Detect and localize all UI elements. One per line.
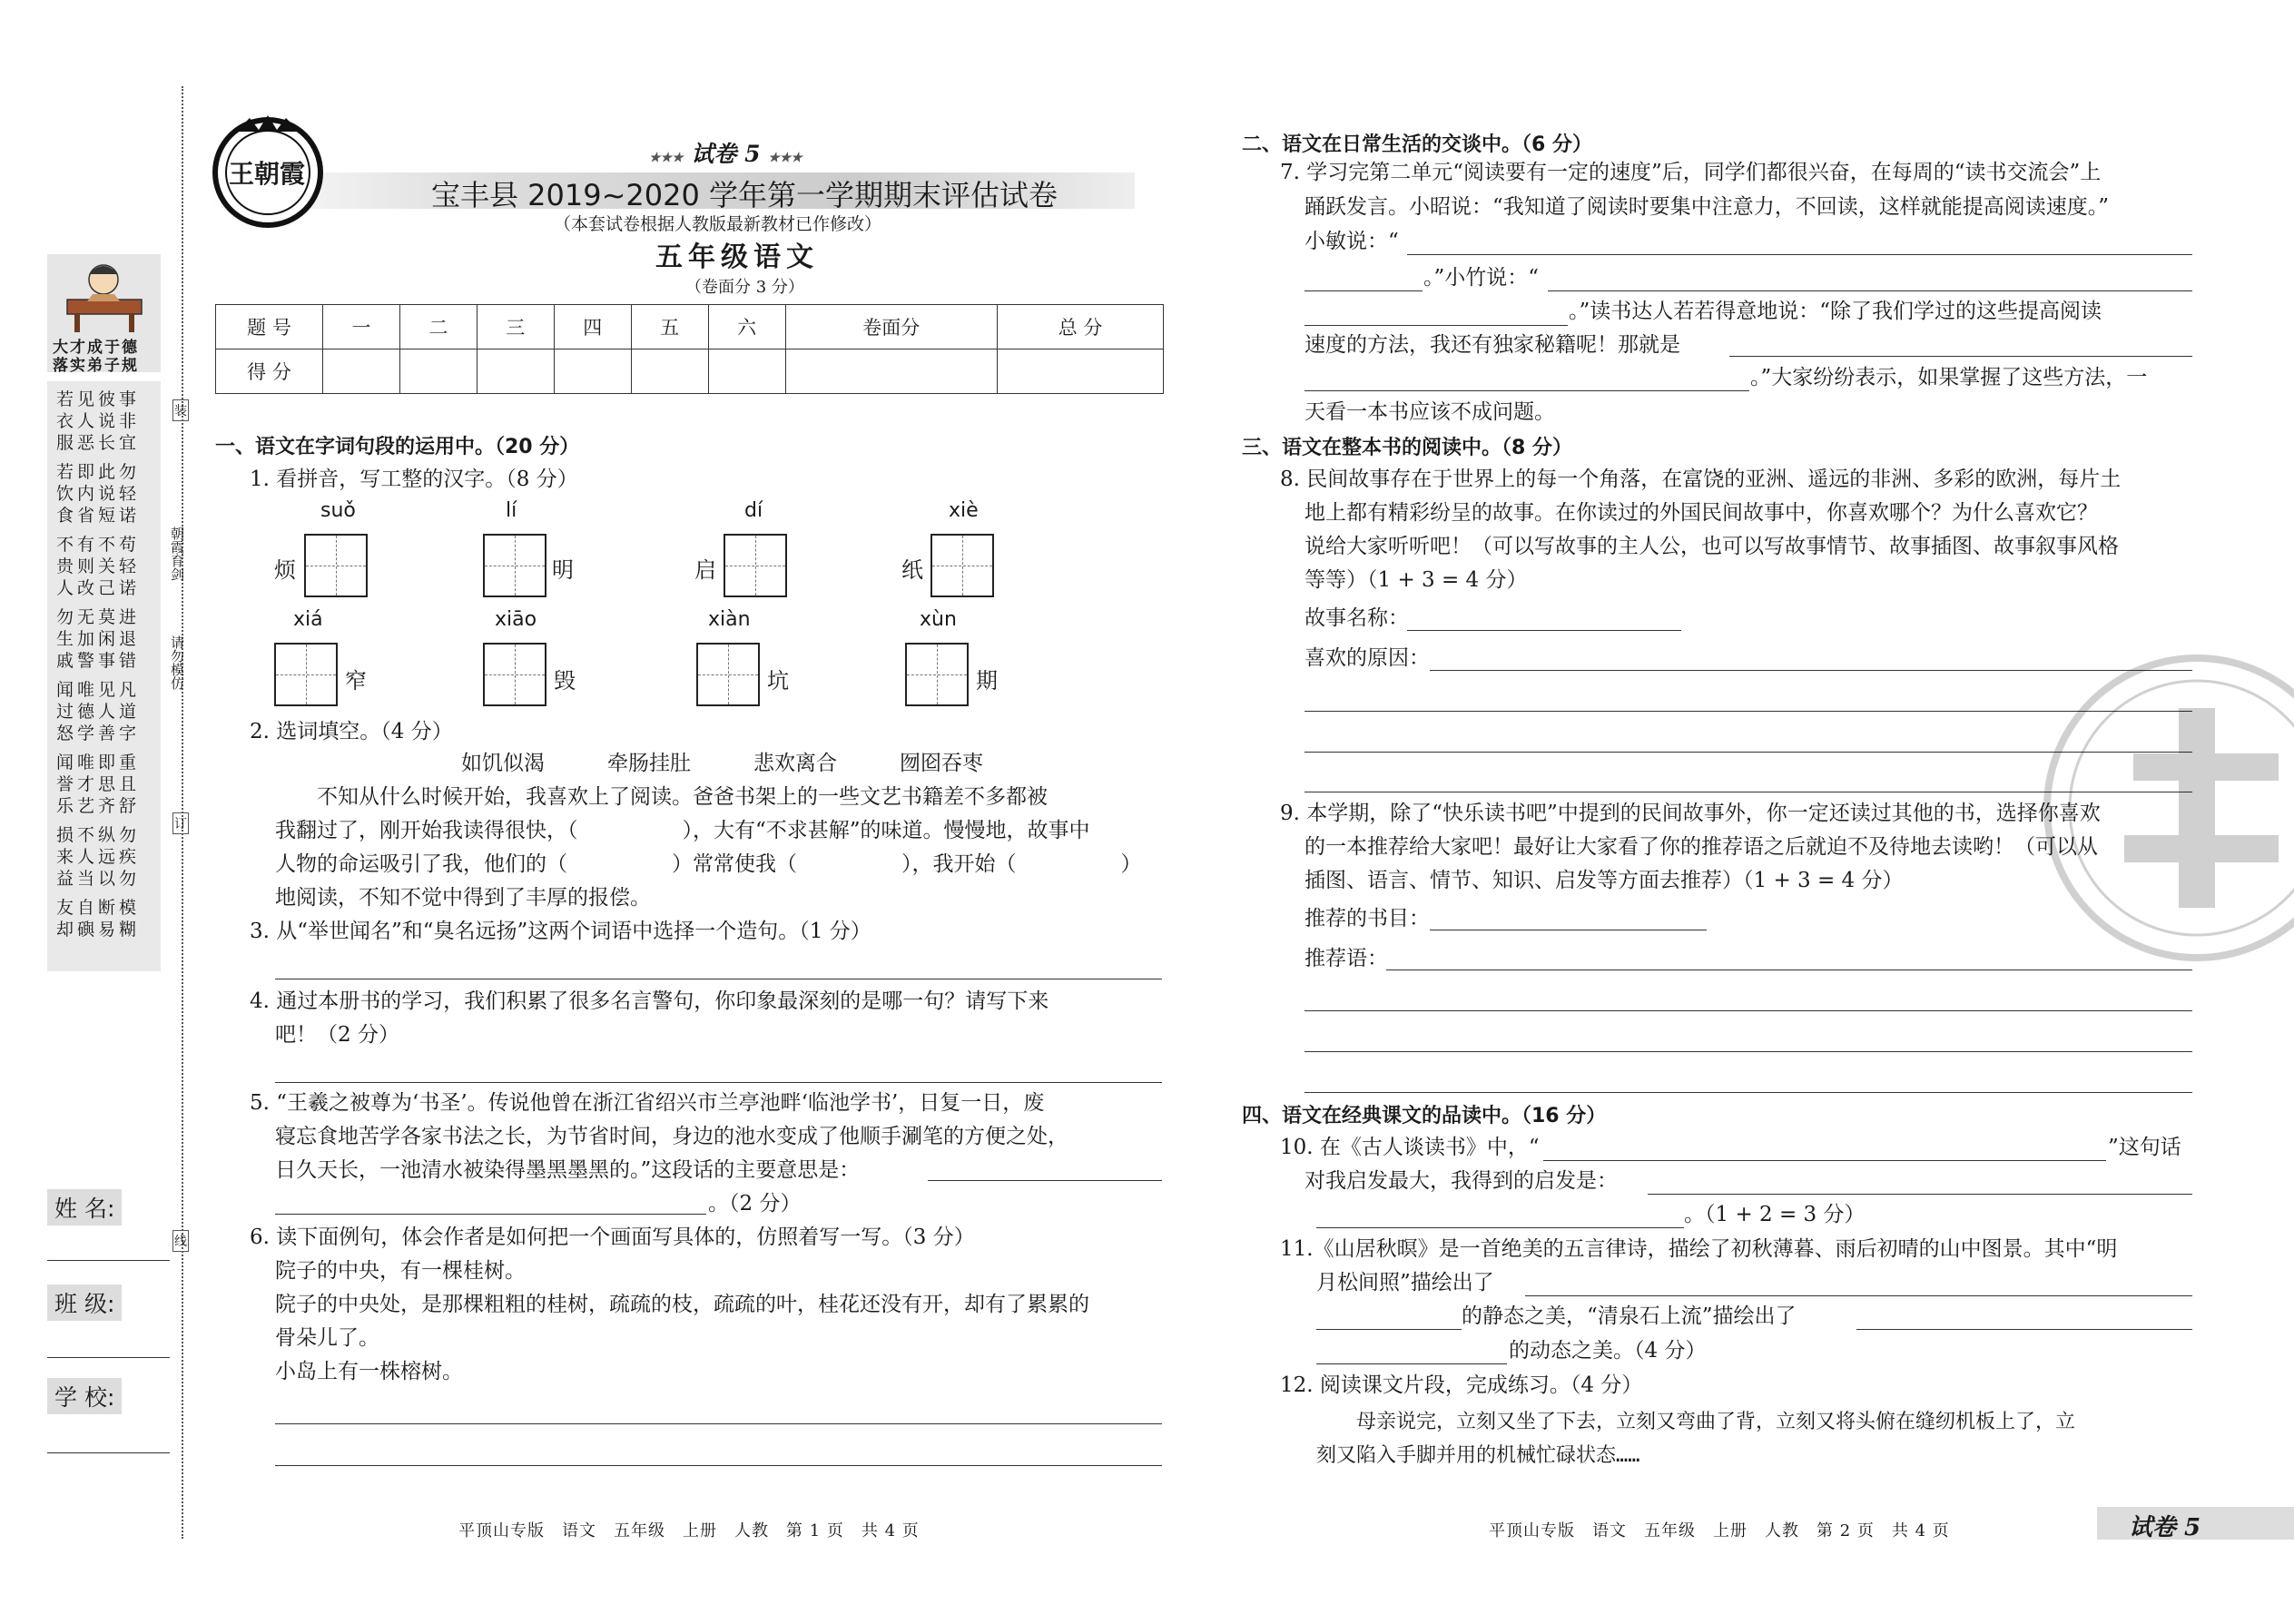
seal-mark-3: 线 (172, 1230, 189, 1252)
char-suffix: 窄 (345, 668, 367, 694)
motto-line: 衣人说非 (56, 411, 141, 431)
motto-line: 却礖易糊 (56, 920, 141, 940)
question-1: 1. 看拼音，写工整的汉字。（8 分） (250, 468, 578, 491)
question-9-line: 插图、语言、情节、知识、启发等方面去推荐）（1 + 3 = 4 分） (1305, 869, 1904, 892)
writing-box[interactable] (930, 534, 994, 597)
motto-banner-2: 落实弟子规 (53, 357, 139, 375)
passage-line: 母亲说完，立刻又坐了下去，立刻又弯曲了背，立刻又将头俯在缝纫机板上了，立 (1316, 1411, 2076, 1433)
question-6-line: 骨朵儿了。 (275, 1326, 379, 1350)
school-label: 学 校: (47, 1378, 122, 1414)
answer-line[interactable] (1729, 356, 2192, 357)
recommend-label: 推荐语： (1305, 947, 1388, 970)
question-8-line: 等等）（1 + 3 = 4 分） (1305, 568, 1528, 592)
answer-line[interactable] (275, 1423, 1162, 1424)
question-8-line: 8. 民间故事存在于世界上的每一个角落，在富饶的亚洲、遥远的非洲、多彩的欧洲，每片土 (1280, 468, 2122, 491)
answer-line[interactable] (1543, 1160, 2106, 1161)
q7-text: 天看一本书应该不成问题。 (1305, 400, 1555, 424)
q7-text: 。”大家纷纷表示，如果掌握了这些方法，一 (1750, 366, 2148, 389)
motto-line: 损不纵勿 (56, 825, 141, 845)
score-head: 三 (477, 305, 554, 349)
score-cell[interactable] (323, 349, 400, 394)
question-2: 2. 选词填空。（4 分） (250, 720, 453, 743)
logo-text: 王朝霞 (229, 159, 306, 189)
motto-line: 誉才思且 (56, 774, 141, 794)
q2-line: 地阅读，不知不觉中得到了丰厚的报偿。 (275, 886, 651, 910)
motto-line: 怒学善字 (56, 723, 141, 743)
char-suffix: 坑 (767, 668, 789, 694)
answer-line[interactable] (1305, 290, 1423, 291)
question-9-line: 9. 本学期，除了“快乐读书吧”中提到的民间故事外，你一定还读过其他的书，选择你喜欢 (1280, 802, 2101, 825)
char-suffix: 明 (552, 557, 574, 583)
q10-text: 对我启发最大，我得到的启发是： (1305, 1169, 1618, 1193)
question-9-line: 的一本推荐给大家吧！最好让大家看了你的推荐语之后就迫不及待地去读哟！（可以从 (1305, 835, 2098, 859)
motto-line: 人改己诺 (56, 578, 141, 598)
exam-subtitle: （本套试卷根据人教版最新教材已作修改） (554, 214, 882, 234)
score-cell[interactable] (477, 349, 554, 394)
writing-box[interactable] (483, 534, 546, 597)
series-line (649, 136, 802, 169)
section-2-title: 二、语文在日常生活的交谈中。（6 分） (1242, 133, 1592, 156)
page-1-footer: 平顶山专版 语文 五年级 上册 人教 第 1 页 共 4 页 (458, 1521, 920, 1540)
score-head: 六 (708, 305, 785, 349)
writing-box[interactable] (905, 643, 969, 706)
answer-line[interactable] (1316, 1363, 1507, 1364)
score-head: 二 (399, 305, 477, 349)
reason-label: 喜欢的原因： (1305, 646, 1430, 670)
name-label: 姓 名: (47, 1189, 122, 1225)
motto-line: 闻唯见凡 (56, 680, 141, 700)
subject-title: 五年级语文 (655, 241, 819, 273)
pinyin: lí (506, 499, 517, 522)
scholar-mascot-icon (47, 254, 161, 336)
answer-line[interactable] (1305, 390, 1749, 391)
score-table (215, 304, 1164, 394)
question-4-line: 4. 通过本册书的学习，我们积累了很多名言警句，你印象最深刻的是哪一句？请写下来 (250, 989, 1049, 1013)
exam-title: 宝丰县 2019~2020 学年第一学期期末评估试卷 (431, 178, 1058, 212)
char-prefix: 启 (694, 557, 716, 583)
question-5-line: 日久天长，一池清水被染得墨黑墨黑的。”这段话的主要意思是： (275, 1158, 861, 1182)
score-cell[interactable] (631, 349, 708, 394)
section-1-title: 一、语文在字词句段的运用中。（20 分） (215, 436, 580, 458)
score-header-row (216, 305, 1164, 349)
answer-line[interactable] (928, 1180, 1162, 1181)
sidebar-vertical-1: 朝霞育剑 (169, 527, 185, 581)
motto-line: 来人远疾 (56, 847, 141, 867)
q7-text: 。”小竹说：“ (1423, 266, 1540, 290)
q11-text: 的静态之美，“清泉石上流”描绘出了 (1462, 1304, 1797, 1328)
q7-text: 速度的方法，我还有独家秘籍呢！那就是 (1305, 333, 1680, 357)
pinyin: dí (744, 499, 763, 522)
score-cell[interactable] (399, 349, 477, 394)
char-suffix: 毁 (554, 668, 576, 694)
pinyin: xiá (293, 608, 323, 631)
question-7-line: 踊跃发言。小昭说：“我知道了阅读时要集中注意力，不回读，这样就能提高阅读速度。” (1305, 195, 2110, 219)
question-5-end: 。（2 分） (708, 1192, 802, 1216)
seal-mark-2: 订 (172, 812, 189, 834)
name-field[interactable] (47, 1260, 170, 1261)
pinyin: xiàn (708, 608, 751, 631)
motto-banner-1: 大才成于德 (53, 339, 139, 357)
sidebar-vertical-2: 请勿模仿 (169, 635, 185, 690)
writing-box[interactable] (696, 643, 760, 706)
writing-box[interactable] (483, 643, 546, 706)
answer-line[interactable] (1305, 1051, 2192, 1052)
section-4-title: 四、语文在经典课文的品读中。（16 分） (1242, 1105, 1607, 1127)
stamp-icon (2024, 654, 2294, 962)
book-label: 推荐的书目： (1305, 907, 1430, 930)
motto-line: 若即此勿 (56, 462, 141, 482)
score-cell[interactable] (708, 349, 785, 394)
series-label: 试卷 5 (691, 141, 761, 167)
question-4-line: 吧！（2 分） (275, 1023, 399, 1047)
mascot-panel (47, 254, 161, 375)
answer-line[interactable] (1525, 1295, 2192, 1296)
answer-line[interactable] (1305, 1092, 2192, 1093)
answer-line[interactable] (275, 1082, 1162, 1083)
question-7-line: 7. 学习完第二单元“阅读要有一定的速度”后，同学们都很兴奋，在每周的“读书交流会”上 (1280, 161, 2102, 184)
answer-line[interactable] (1856, 1329, 2192, 1330)
score-head: 题 号 (216, 305, 323, 349)
motto-line: 戚警事错 (56, 651, 141, 671)
motto-line: 食省短诺 (56, 506, 141, 526)
section-3-title: 三、语文在整本书的阅读中。（8 分） (1242, 437, 1572, 459)
question-6-line: 院子的中央，有一棵桂树。 (275, 1259, 526, 1283)
question-6-line: 6. 读下面例句，体会作者是如何把一个画面写具体的，仿照着写一写。（3 分） (250, 1225, 975, 1249)
school-field[interactable] (47, 1452, 170, 1453)
pinyin: xiāo (495, 608, 537, 631)
stars-left: ★★★ (649, 151, 684, 165)
answer-line[interactable] (1305, 325, 1568, 326)
question-6-line: 小岛上有一株榕树。 (275, 1360, 463, 1383)
pinyin: xiè (949, 499, 979, 522)
motto-line: 服恶长宜 (56, 433, 141, 453)
paper-note: （卷面分 3 分） (685, 278, 804, 297)
motto-line: 闻唯即重 (56, 753, 141, 773)
char-prefix: 纸 (901, 557, 923, 583)
motto-line: 益当以勿 (56, 869, 141, 889)
stars-right: ★★★ (768, 151, 802, 165)
class-field[interactable] (47, 1357, 170, 1358)
score-label: 得 分 (216, 349, 323, 394)
motto-line: 贵则关轻 (56, 556, 141, 576)
q11-text: 11.《山居秋暝》是一首绝美的五言律诗，描绘了初秋薄暮、雨后初晴的山中图景。其中“明 (1280, 1237, 2118, 1261)
question-7-line: 小敏说：“ (1305, 230, 1399, 253)
score-cell[interactable] (554, 349, 631, 394)
motto-lines (56, 389, 156, 940)
answer-line[interactable] (1316, 1227, 1684, 1228)
q2-line: 我翻过了，刚开始我读得很快，（ ），大有“不求甚解”的味道。慢慢地，故事中 (275, 819, 1090, 842)
q11-text: 月松间照”描绘出了 (1316, 1271, 1494, 1294)
question-6-line: 院子的中央处，是那棵粗粗的桂树，疏疏的枝，疏疏的叶，桂花还没有开，却有了累累的 (275, 1293, 1089, 1316)
passage-line: 刻又陷入手脚并用的机械忙碌状态…… (1316, 1444, 1640, 1467)
score-head: 一 (323, 305, 400, 349)
char-suffix: 期 (976, 668, 998, 694)
q10-text: 。（1 + 2 = 3 分） (1684, 1203, 1866, 1226)
q10-text: ”这句话 (2108, 1136, 2181, 1159)
series-tab-label: 试卷 5 (2129, 1514, 2201, 1541)
question-8-line: 地上都有精彩纷呈的故事。在你读过的外国民间故事中，你喜欢哪个？为什么喜欢它？ (1305, 501, 2098, 525)
question-12: 12. 阅读课文片段，完成练习。（4 分） (1280, 1373, 1643, 1397)
answer-line[interactable] (275, 1214, 706, 1215)
question-5-line: 寝忘食地苦学各家书法之长，为节省时间，身边的池水变成了他顺手涮笔的方便之处， (275, 1125, 1068, 1148)
question-5-line: 5. “王羲之被尊为‘书圣’。传说他曾在浙江省绍兴市兰亭池畔‘临池学书’，日复一日，废 (250, 1091, 1045, 1115)
q2-line: 不知从什么时候开始，我喜欢上了阅读。爸爸书架上的一些文艺书籍差不多都被 (275, 785, 1048, 809)
score-row (216, 349, 1164, 394)
answer-line[interactable] (1305, 1010, 2192, 1011)
score-head: 总 分 (998, 305, 1164, 349)
char-prefix: 烦 (274, 557, 296, 583)
q10-text: 10. 在《古人谈读书》中，“ (1280, 1136, 1540, 1159)
question-8-line: 说给大家听听吧！（可以写故事的主人公，也可以写故事情节、故事插图、故事叙事风格 (1305, 535, 2119, 558)
score-head: 五 (631, 305, 708, 349)
answer-line[interactable] (1407, 254, 2192, 255)
q11-text: 的动态之美。（4 分） (1509, 1339, 1707, 1363)
motto-line: 友自断模 (56, 898, 141, 918)
score-cell[interactable] (785, 349, 998, 394)
motto-line: 不有不苟 (56, 535, 141, 555)
pinyin: suǒ (320, 499, 356, 522)
motto-line: 过德人道 (56, 702, 141, 722)
motto-line: 生加闲退 (56, 629, 141, 649)
page-2-footer: 平顶山专版 语文 五年级 上册 人教 第 2 页 共 4 页 (1489, 1521, 1950, 1540)
answer-line[interactable] (1548, 290, 2192, 291)
answer-line[interactable] (275, 1465, 1162, 1466)
answer-line[interactable] (1386, 969, 2192, 970)
q2-line: 人物的命运吸引了我，他们的（ ）常常使我（ ），我开始（ ） (275, 852, 1142, 876)
story-name-field[interactable] (1407, 630, 1681, 631)
motto-line: 乐艺齐舒 (56, 796, 141, 816)
motto-line: 饮内说轻 (56, 484, 141, 504)
answer-line[interactable] (1648, 1194, 2192, 1195)
class-label: 班 级: (47, 1284, 122, 1321)
motto-line: 若见彼事 (56, 389, 141, 409)
question-3: 3. 从“举世闻名”和“臭名远扬”这两个词语中选择一个造句。（1 分） (250, 920, 871, 943)
pinyin: xùn (920, 608, 957, 631)
score-head: 四 (554, 305, 631, 349)
word-choices: 如饥似渴 牵肠挂肚 悲欢离合 囫囵吞枣 (461, 752, 983, 775)
writing-box[interactable] (724, 534, 787, 597)
seal-mark-1: 装 (172, 399, 189, 421)
motto-line: 勿无莫进 (56, 607, 141, 627)
writing-box[interactable] (304, 534, 368, 597)
score-head: 卷面分 (785, 305, 998, 349)
q7-text: 。”读书达人若若得意地说：“除了我们学过的这些提高阅读 (1569, 300, 2102, 323)
story-name-label: 故事名称： (1305, 606, 1409, 630)
score-cell[interactable] (998, 349, 1164, 394)
answer-line[interactable] (1316, 1329, 1462, 1330)
writing-box[interactable] (274, 643, 338, 706)
